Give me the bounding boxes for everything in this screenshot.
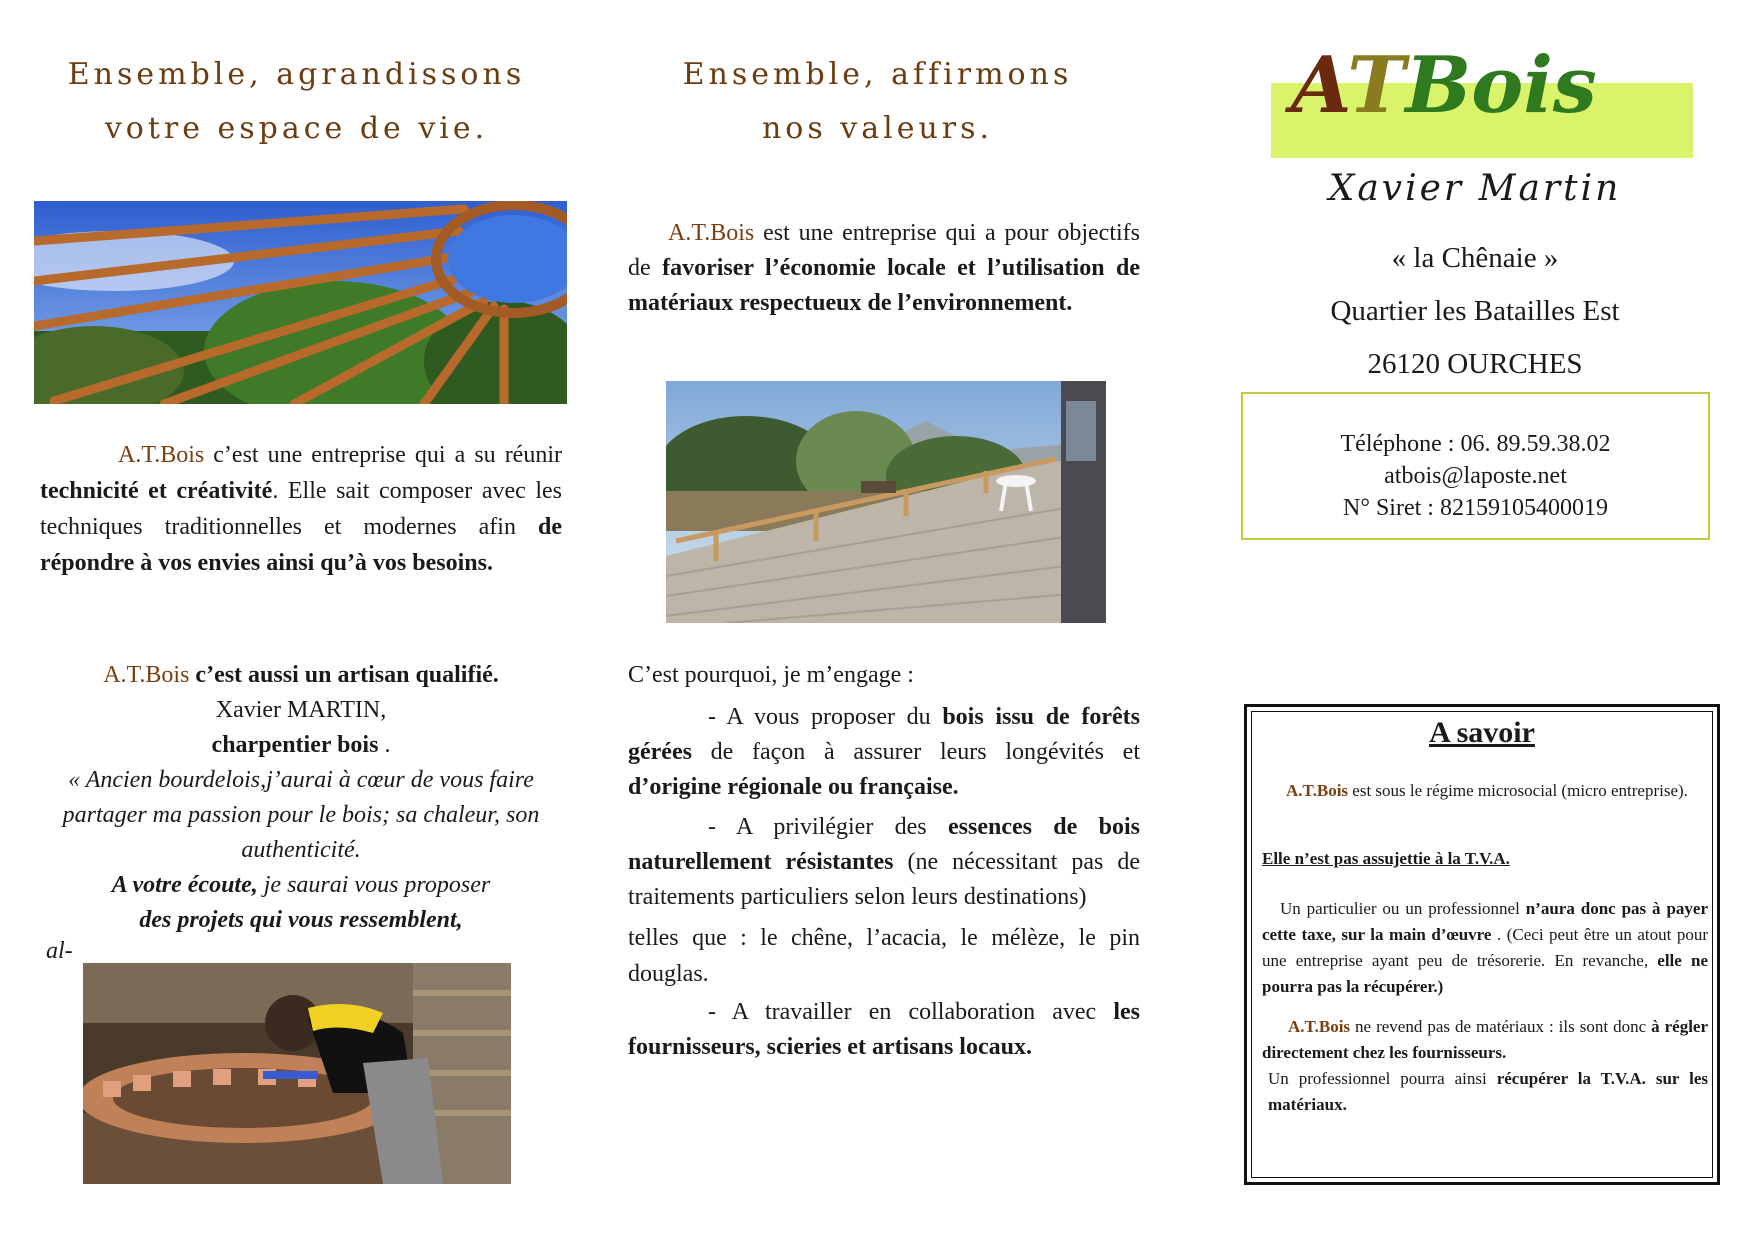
address [1240,232,1710,391]
col1-para1: A.T.Bois c’est une entreprise qui a su réunir technicité et créativité. Elle sait composer avec les techniques traditionnelles et modernes afin de répondre à vos envies ainsi qu’à vos besoins. [40,442,562,576]
a-savoir-box [1244,704,1720,1185]
col2-engagement-1: - A vous proposer du bois issu de forêts gérées de façon à assurer leurs longévités et d’origine régionale ou française. [628,704,1140,800]
brand-name: A.T.Bois [118,442,205,468]
col1-heading-line2: votre espace de vie. [104,111,489,146]
artisan-name: Xavier MARTIN, [215,697,387,723]
savoir-particulier: Un particulier ou un professionnel n’aura donc pas à payer cette taxe, sur la main d’œuvre . (Ceci peut être un atout pour une entreprise ayant peu de trésorerie. En revanche, elle ne pourra pas la récupérer.) [1262,899,1709,996]
siret-number: N° Siret : 82159105400019 [1343,495,1608,521]
brand-name: A.T.Bois [103,662,190,688]
savoir-recuperer: Un professionnel pourra ainsi récupérer la T.V.A. sur les matériaux. [1268,1069,1708,1114]
yurt-roof-photo [34,201,567,404]
col1-heading-line1: Ensemble, agrandissons [67,57,526,92]
col2-para1: A.T.Bois est une entreprise qui a pour objectifs de favoriser l’économie locale et l’utilisation de matériaux respectueux de l’environnement. [628,220,1140,316]
savoir-materiaux: A.T.Bois ne revend pas de matériaux : ils sont donc à régler directement chez les fournisseurs. [1262,1017,1709,1062]
phone-number: Téléphone : 06. 89.59.38.02 [1340,431,1611,457]
brand-name: A.T.Bois [1288,1017,1351,1036]
brand-name: A.T.Bois [1286,781,1349,800]
address-line1: « la Chênaie » [1391,242,1559,274]
a-savoir-title: A savoir [1429,716,1535,749]
contact-box [1241,392,1710,540]
atbois-logo: ATBois [1291,40,1597,131]
email-address: atbois@laposte.net [1384,463,1567,489]
owner-name: Xavier Martin [1328,168,1622,209]
col1-artisan: A.T.Bois c’est aussi un artisan qualifié. Xavier MARTIN, charpentier bois . « Ancien bourdelois,j’aurai à cœur de vous faire partager ma passion pour le bois; sa chaleur, son authenticité. A votre écoute, je saurai vous proposer des projets qui vous ressemblent, [40,658,562,938]
col2-engagement-2: - A privilégier des essences de bois naturellement résistantes (ne nécessitant pas de traitements particuliers selon leurs destinations) [628,814,1140,910]
address-line2: Quartier les Batailles Est [1330,295,1620,327]
brand-name: A.T.Bois [668,220,755,246]
terrace-photo [666,381,1106,623]
savoir-tva: Elle n’est pas assujettie à la T.V.A. [1262,849,1510,868]
col2-species: telles que : le chêne, l’acacia, le mélèze, le pin douglas. [628,925,1140,987]
savoir-regime: A.T.Bois est sous le régime microsocial (micro entreprise). [1286,781,1688,800]
col2-heading-line2: nos valeurs. [761,111,994,146]
col1-hyphen-fragment: al- [46,938,73,964]
col2-heading-line1: Ensemble, affirmons [682,57,1073,92]
artisan-job: charpentier bois [211,732,379,758]
col2-engagement-3: - A travailler en collaboration avec les fournisseurs, scieries et artisans locaux. [628,999,1140,1060]
artisan-quote: « Ancien bourdelois,j’aurai à cœur de vous faire partager ma passion pour le bois; sa chaleur, son authenticité. [62,767,540,863]
col2-heading [615,48,1140,156]
col1-heading [34,48,559,156]
col2-engage: C’est pourquoi, je m’engage : [628,662,914,688]
carpenter-workshop-photo [83,963,511,1184]
address-line3: 26120 OURCHES [1367,348,1583,380]
